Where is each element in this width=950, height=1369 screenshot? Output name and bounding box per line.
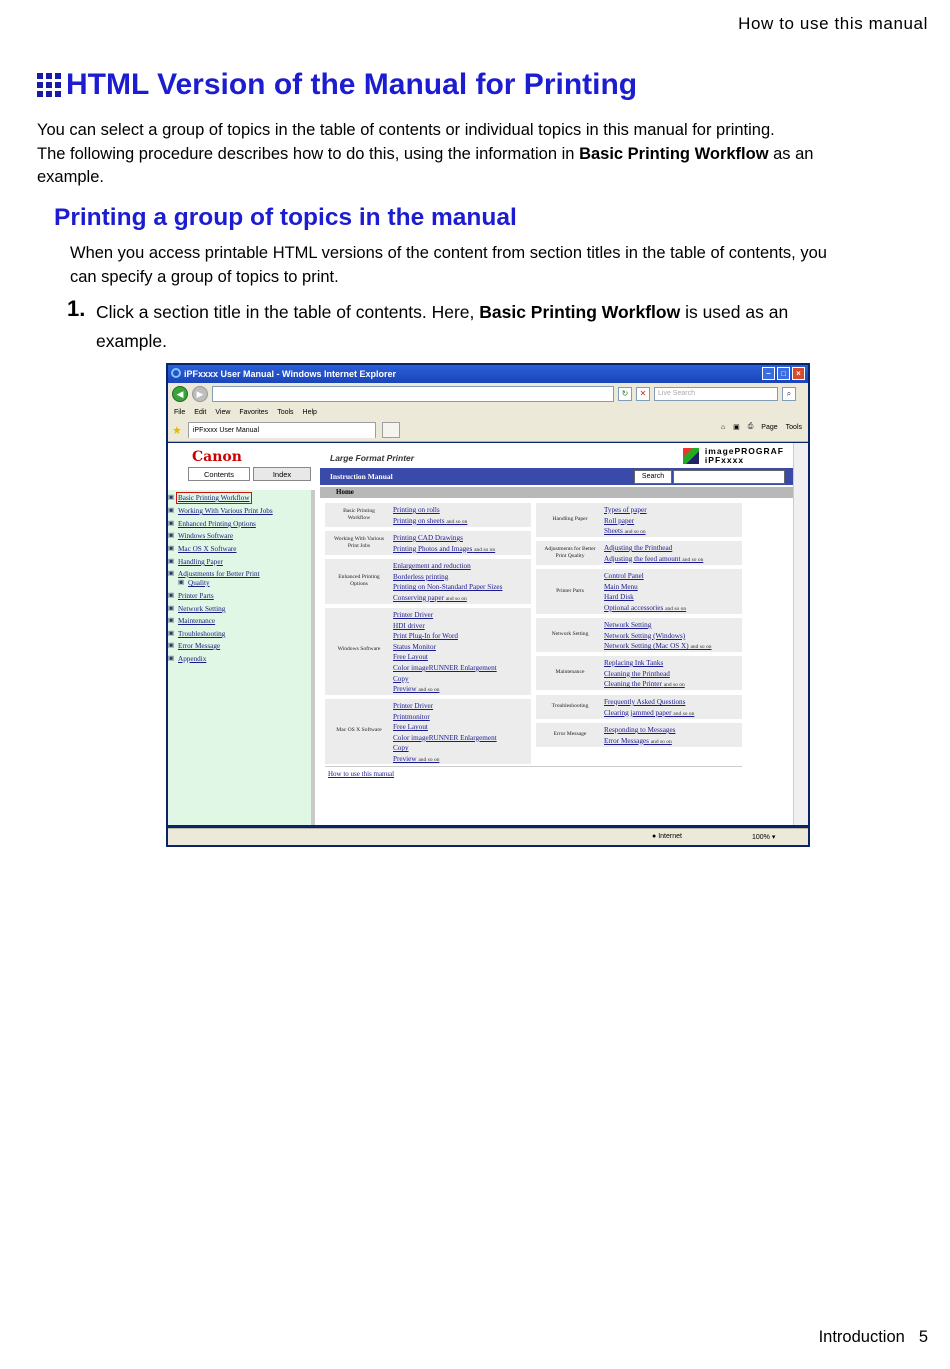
section-label: Basic Printing Workflow: [343, 508, 375, 521]
intro-line-2-bold: Basic Printing Workflow: [579, 144, 769, 163]
link-printing-photos[interactable]: Printing Photos and Images and so on: [393, 544, 496, 553]
link-responding-messages[interactable]: Responding to Messages: [604, 726, 676, 734]
step-bold: Basic Printing Workflow: [479, 302, 681, 322]
menu-bar: [168, 405, 808, 419]
section-label: Troubleshooting: [551, 703, 589, 709]
section-links: [393, 610, 497, 696]
link-mac-preview[interactable]: Preview and so on: [393, 754, 440, 763]
toc-working-with-various-print-jobs[interactable]: ▣ Working With Various Print Jobs: [178, 507, 273, 515]
link-printing-cad[interactable]: Printing CAD Drawings: [393, 534, 463, 542]
toc-troubleshooting[interactable]: ▣ Troubleshooting: [178, 630, 225, 638]
back-icon[interactable]: ◀: [172, 386, 188, 402]
toc-enhanced-printing-options[interactable]: ▣ Enhanced Printing Options: [178, 520, 256, 528]
toc-adjustments[interactable]: ▣ Adjustments for Better Print: [178, 570, 260, 578]
link-mac-color-imagerunner[interactable]: Color imageRUNNER Enlargement: [393, 733, 497, 742]
link-cleaning-printer[interactable]: Cleaning the Printer and so on: [604, 680, 685, 689]
new-tab-icon[interactable]: [382, 422, 400, 438]
grid-icon: [37, 73, 61, 97]
menu-file[interactable]: File: [174, 408, 186, 416]
logo-line-2: iPFxxxx: [704, 455, 745, 465]
section-label: Adjustments for Better Print Quality: [544, 546, 596, 559]
browser-content: [168, 443, 808, 825]
page-number: 5: [918, 1328, 928, 1346]
link-optional-accessories[interactable]: Optional accessories and so on: [604, 603, 687, 612]
section-label: Network Setting: [551, 631, 589, 637]
step-number: 1.: [67, 296, 86, 321]
link-color-imagerunner[interactable]: Color imageRUNNER Enlargement: [393, 663, 497, 672]
link-mac-free-layout[interactable]: Free Layout: [393, 723, 428, 732]
link-error-messages[interactable]: Error Messages and so on: [604, 736, 672, 745]
section-links: [604, 697, 694, 719]
link-copy[interactable]: Copy: [393, 674, 409, 683]
home-bar: Home: [320, 487, 797, 498]
section-label: Error Message: [553, 731, 587, 737]
home-icon[interactable]: ⌂: [720, 423, 726, 431]
intro-line-1: You can select a group of topics in the table of contents or individual topics in this manual for printing.: [37, 121, 775, 139]
section-handling-paper: [536, 503, 742, 537]
link-faq[interactable]: Frequently Asked Questions: [604, 698, 686, 706]
manual-search-button[interactable]: Search: [634, 470, 672, 484]
search-icon[interactable]: ⌕: [782, 387, 796, 401]
toc-basic-printing-workflow[interactable]: ▣ Basic Printing Workflow: [178, 494, 250, 502]
maximize-icon[interactable]: □: [777, 367, 790, 380]
menu-view[interactable]: View: [215, 408, 231, 416]
menu-help[interactable]: Help: [302, 408, 317, 416]
heading-2: Printing a group of topics in the manual: [54, 204, 517, 231]
bar-title: Instruction Manual: [330, 472, 393, 481]
tab-contents[interactable]: Contents: [188, 467, 250, 481]
toc-appendix[interactable]: ▣ Appendix: [178, 655, 206, 663]
para-line-1: When you access printable HTML versions of the content from section titles in the table of contents, you: [70, 244, 827, 262]
section-label: Handling Paper: [552, 516, 588, 522]
link-sheets[interactable]: Sheets and so on: [604, 527, 646, 536]
link-printing-on-rolls[interactable]: Printing on rolls: [393, 506, 440, 514]
link-preview[interactable]: Preview and so on: [393, 685, 440, 694]
link-printmonitor[interactable]: Printmonitor: [393, 712, 430, 721]
link-types-of-paper[interactable]: Types of paper: [604, 506, 647, 514]
link-free-layout[interactable]: Free Layout: [393, 653, 428, 662]
section-links: [604, 505, 647, 538]
link-network-mac[interactable]: Network Setting (Mac OS X) and so on: [604, 642, 712, 651]
section-windows-software: [325, 608, 531, 695]
link-main-menu[interactable]: Main Menu: [604, 582, 638, 591]
heading-1: [37, 68, 637, 102]
section-adjustments: [536, 541, 742, 565]
stop-icon[interactable]: ✕: [636, 387, 650, 401]
link-conserving[interactable]: Conserving paper and so on: [393, 593, 467, 602]
step-pre: Click a section title in the table of contents. Here,: [96, 302, 480, 322]
section-label: Enhanced Printing Options: [338, 574, 380, 587]
zoom-level[interactable]: 100% ▾: [752, 834, 776, 841]
link-mac-printer-driver[interactable]: Printer Driver: [393, 702, 434, 710]
step-post: is used as an: [680, 302, 789, 322]
favorites-star-icon[interactable]: ★: [172, 424, 182, 437]
refresh-icon[interactable]: ↻: [618, 387, 632, 401]
footer-section: Introduction: [818, 1328, 905, 1346]
running-head: How to use this manual: [738, 14, 928, 33]
page-footer: [805, 1328, 928, 1347]
link-control-panel[interactable]: Control Panel: [604, 572, 644, 580]
link-mac-copy[interactable]: Copy: [393, 744, 409, 753]
link-network-windows[interactable]: Network Setting (Windows): [604, 631, 686, 640]
close-icon[interactable]: ×: [792, 367, 805, 380]
toc-mac-os-x-software[interactable]: ▣ Mac OS X Software: [178, 545, 237, 553]
link-printing-on-sheets[interactable]: Printing on sheets and so on: [393, 516, 468, 525]
browser-title: iPFxxxx User Manual - Windows Internet Explorer: [184, 369, 396, 379]
toc-adjustments-cont[interactable]: ▣ Quality: [188, 579, 210, 587]
link-how-to-use[interactable]: How to use this manual: [328, 770, 395, 778]
imageprograf-mark-icon: [683, 448, 699, 464]
page-menu[interactable]: Page: [761, 423, 778, 431]
section-links: [604, 620, 712, 653]
section-links: [604, 571, 686, 614]
link-adjusting-feed[interactable]: Adjusting the feed amount and so on: [604, 554, 704, 563]
browser-tab[interactable]: iPFxxxx User Manual: [188, 422, 376, 438]
toc-error-message[interactable]: ▣ Error Message: [178, 642, 220, 650]
status-bar: [168, 828, 808, 845]
section-label: Printer Parts: [556, 588, 584, 594]
section-links: [393, 701, 497, 766]
section-basic-printing: [325, 503, 531, 527]
toc-handling-paper[interactable]: ▣ Handling Paper: [178, 558, 223, 566]
tab-index[interactable]: Index: [253, 467, 311, 481]
manual-left-header: [168, 443, 315, 490]
minimize-icon[interactable]: –: [762, 367, 775, 380]
ie-icon: [171, 368, 181, 378]
section-troubleshooting: [536, 695, 742, 719]
section-label: Windows Software: [337, 646, 381, 652]
window-buttons: [762, 367, 805, 380]
intro-line-2-post: as an: [768, 144, 814, 163]
section-links: [604, 658, 685, 691]
forward-icon[interactable]: ▶: [192, 386, 208, 402]
menu-favorites[interactable]: Favorites: [239, 408, 269, 416]
step-line-2: example.: [96, 331, 168, 351]
step-text: [96, 298, 866, 356]
address-bar[interactable]: [212, 386, 614, 402]
link-replacing-ink[interactable]: Replacing Ink Tanks: [604, 659, 664, 667]
link-enlargement[interactable]: Enlargement and reduction: [393, 562, 471, 570]
section-network-setting: [536, 618, 742, 652]
menu-tools[interactable]: Tools: [277, 408, 294, 416]
link-roll-paper[interactable]: Roll paper: [604, 516, 635, 525]
link-cleaning-printhead[interactable]: Cleaning the Printhead: [604, 669, 670, 678]
scrollbar[interactable]: [793, 443, 808, 825]
section-error-message: [536, 723, 742, 747]
intro-paragraph: [37, 119, 813, 190]
intro-line-2: [37, 143, 813, 167]
link-printer-driver[interactable]: Printer Driver: [393, 611, 434, 619]
feeds-icon[interactable]: ▣: [733, 424, 740, 431]
address-row: [168, 383, 808, 405]
manual-right-header: [320, 443, 808, 468]
section-enhanced-printing: [325, 559, 531, 604]
section-working-with-print-jobs: [325, 531, 531, 555]
toc-windows-software[interactable]: ▣ Windows Software: [178, 532, 233, 540]
section-label: Working With Various Print Jobs: [333, 536, 385, 549]
link-print-plugin-word[interactable]: Print Plug-In for Word: [393, 632, 458, 641]
product-line: Large Format Printer: [330, 453, 415, 463]
browser-titlebar: [168, 365, 808, 383]
live-search-input[interactable]: Live Search: [654, 387, 778, 401]
browser-chrome: [168, 383, 808, 442]
section-links: [393, 561, 502, 604]
section-mac-software: [325, 699, 531, 764]
browser-screenshot: [166, 363, 810, 847]
link-non-standard[interactable]: Printing on Non-Standard Paper Sizes: [393, 583, 503, 592]
link-hard-disk[interactable]: Hard Disk: [604, 593, 634, 602]
section-links: [393, 533, 495, 555]
section-label: Maintenance: [555, 669, 585, 675]
tab-row: [168, 419, 808, 442]
link-hdi-driver[interactable]: HDI driver: [393, 621, 425, 630]
menu-edit[interactable]: Edit: [194, 408, 207, 416]
toc-network-setting[interactable]: ▣ Network Setting: [178, 605, 225, 613]
link-adjusting-printhead[interactable]: Adjusting the Printhead: [604, 544, 673, 552]
link-clearing-jammed[interactable]: Clearing jammed paper and so on: [604, 708, 695, 717]
section-printer-parts: [536, 569, 742, 614]
section-links: [604, 543, 703, 565]
print-icon[interactable]: ⎙: [747, 423, 754, 430]
section-links: [604, 725, 675, 747]
command-bar: [721, 423, 802, 431]
divider: [325, 766, 742, 767]
link-borderless[interactable]: Borderless printing: [393, 572, 449, 581]
section-maintenance: [536, 656, 742, 690]
toc-maintenance[interactable]: ▣ Maintenance: [178, 617, 215, 625]
tools-menu[interactable]: Tools: [785, 423, 802, 431]
logo-line-1: imagePROGRAF: [704, 446, 784, 456]
section-paragraph: [70, 242, 827, 289]
heading-1-text: HTML Version of the Manual for Printing: [66, 68, 638, 101]
section-label: Mac OS X Software: [336, 727, 382, 733]
canon-logo: Canon: [192, 449, 242, 465]
para-line-2: can specify a group of topics to print.: [70, 267, 339, 286]
section-links: [393, 505, 467, 527]
toc-sidebar: [168, 490, 315, 825]
intro-line-3: example.: [37, 168, 104, 186]
status-zone: ● Internet: [652, 833, 682, 840]
manual-search-input[interactable]: [673, 470, 785, 484]
toc-printer-parts[interactable]: ▣ Printer Parts: [178, 592, 214, 600]
imageprograf-logo: [705, 447, 784, 465]
link-status-monitor[interactable]: Status Monitor: [393, 642, 436, 651]
intro-line-2-pre: The following procedure describes how to do this, using the information in: [37, 144, 580, 163]
link-network-setting[interactable]: Network Setting: [604, 621, 652, 629]
